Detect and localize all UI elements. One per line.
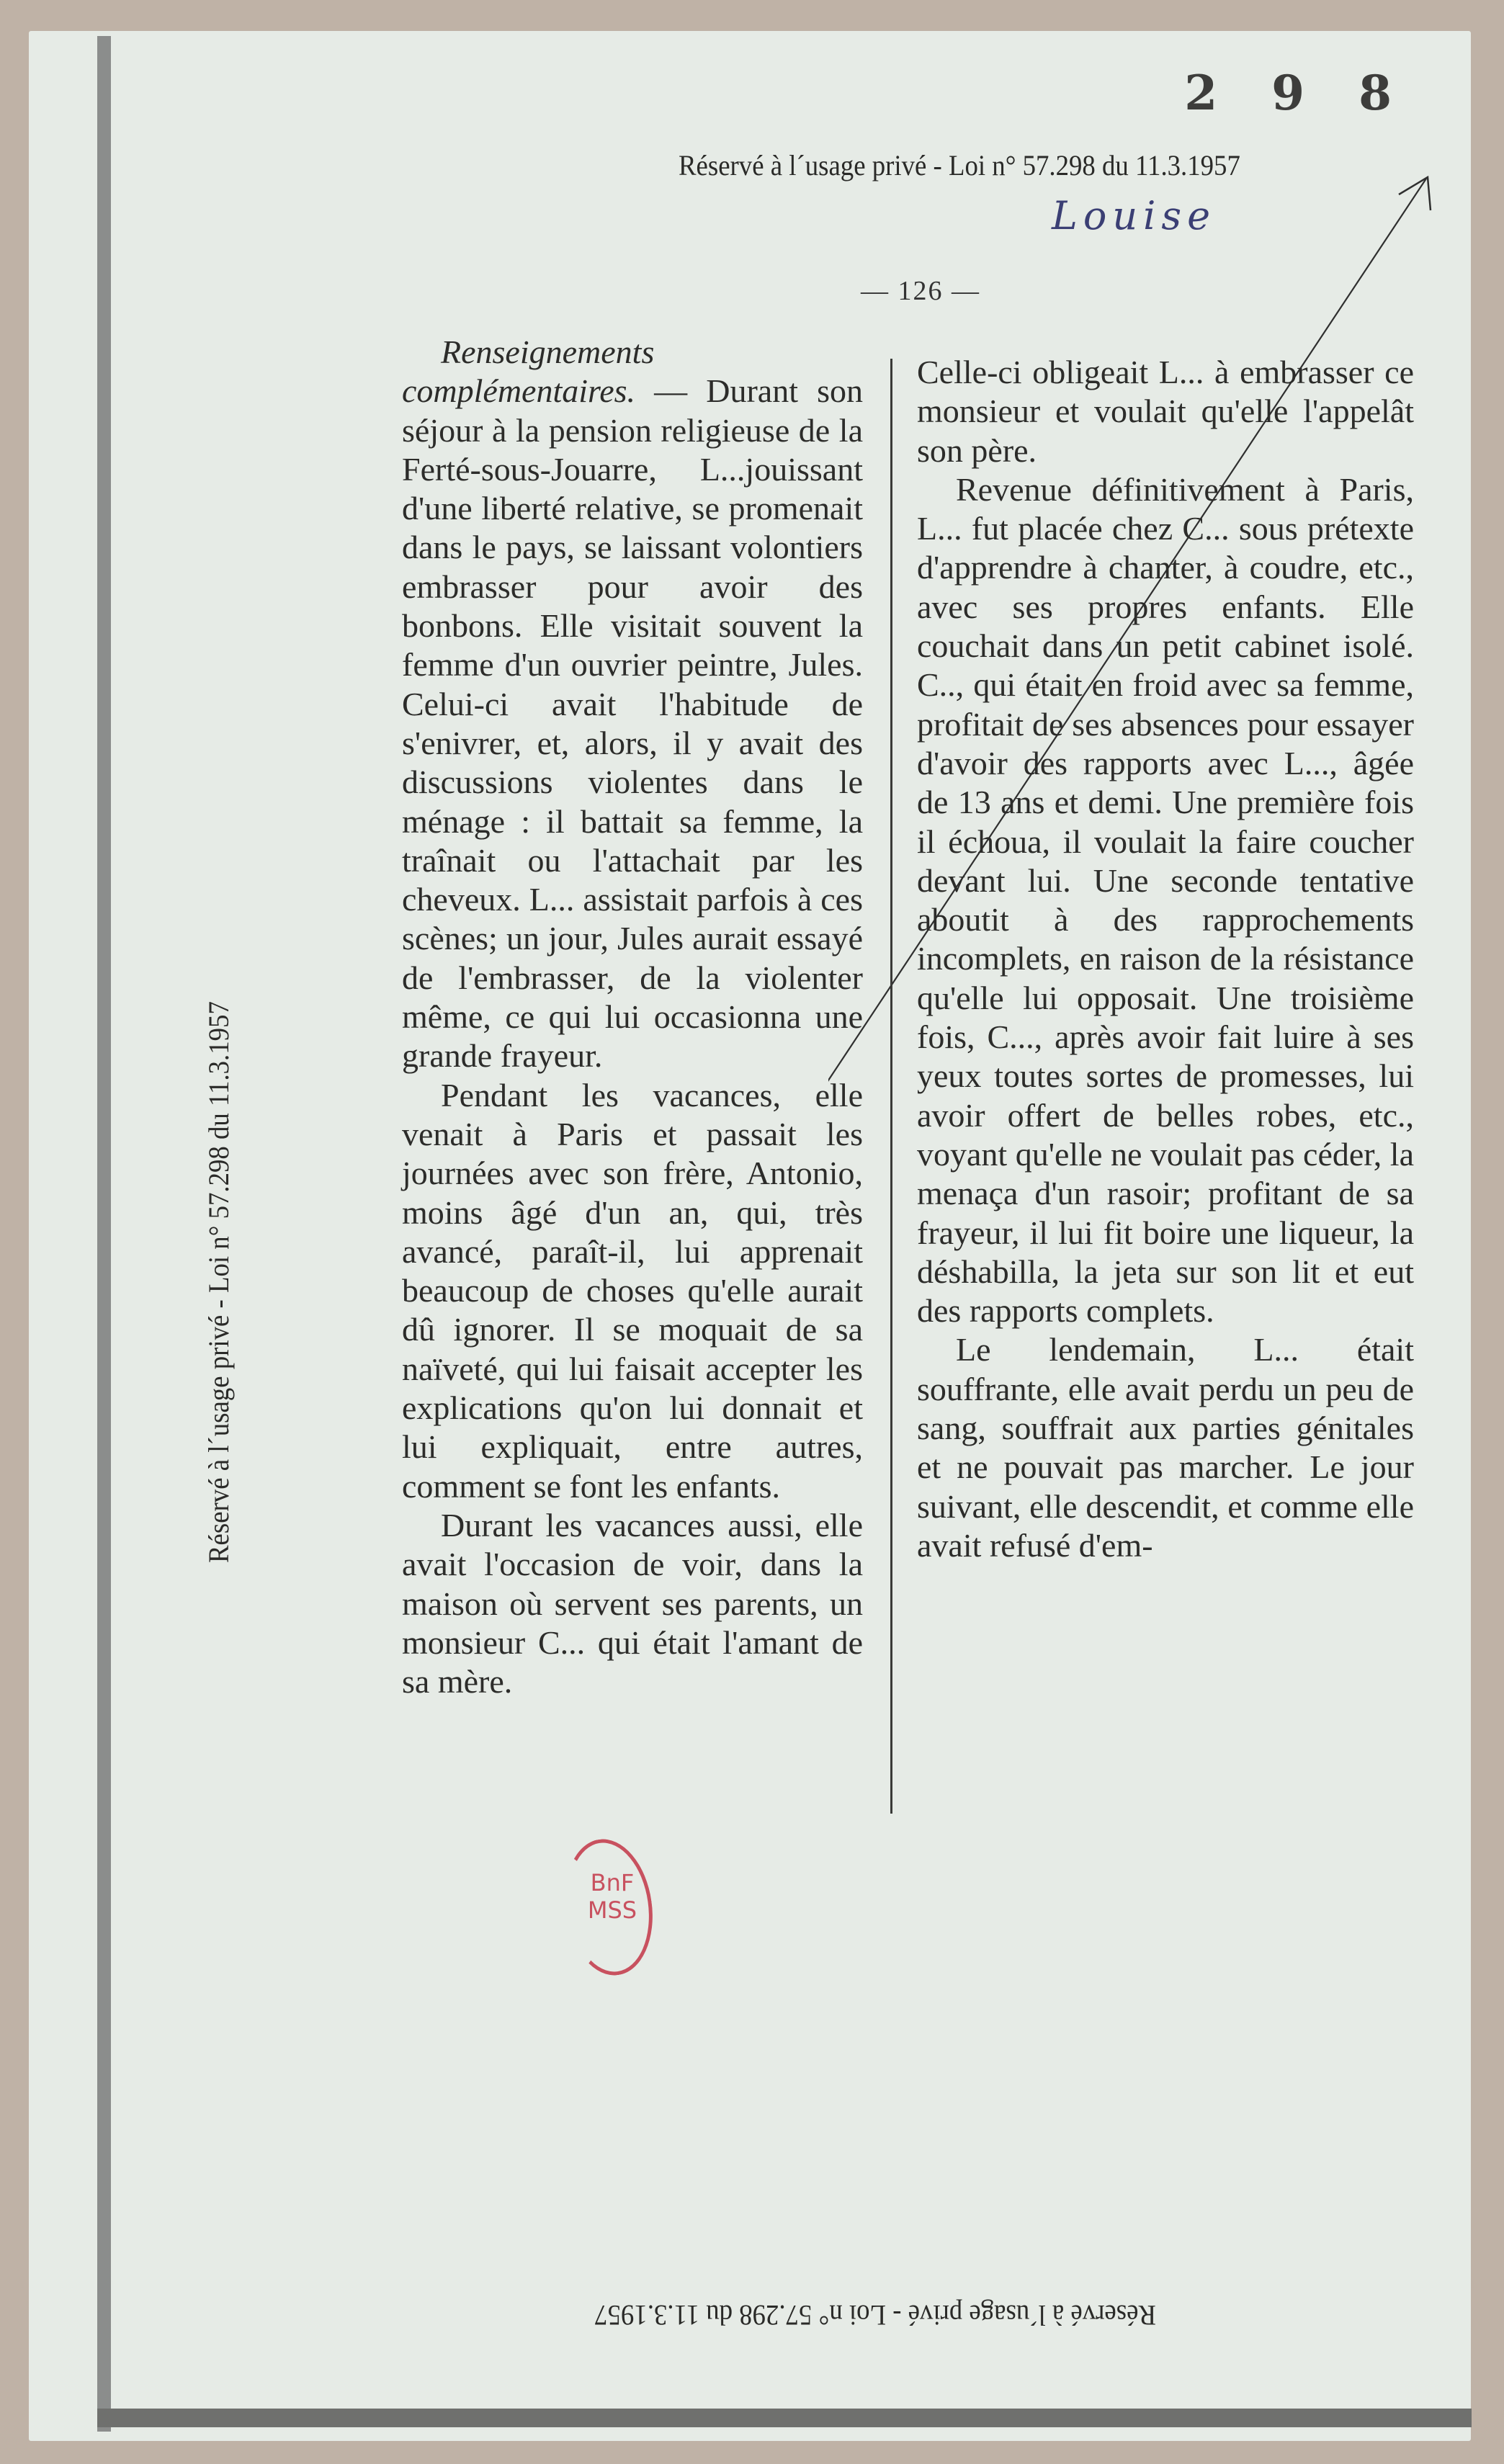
paragraph bbox=[917, 470, 1414, 1331]
page-number: 2 9 8 bbox=[1184, 65, 1410, 121]
text-column-right bbox=[917, 353, 1414, 1565]
stamp-line-2: MSS bbox=[587, 1896, 637, 1924]
folio-number: — 126 — bbox=[861, 276, 980, 306]
paragraph bbox=[917, 1330, 1414, 1565]
paragraph-text: Revenue définitivement à Paris, L... fut placée chez C... sous prétexte d'apprendre à chanter, à coudre, etc., avec ses propres enfants. Elle couchait dans un petit cabinet isolé. C.., qui était en froid avec sa femme, profitait de ses absences pour essayer d'avoir des rapports avec L..., âgée de 13 ans et demi. Une première fois il échoua, il voulait la faire coucher devant lui. Une seconde tentative aboutit à des rapprochements incomplets, en raison de la résistance qu'elle lui opposait. Une troisième fois, C..., après avoir fait luire à ses yeux toutes sortes de promesses, lui avoir offert de belles robes, etc., voyant qu'elle ne voulait pas céder, la menaça d'un rasoir; profitant de sa frayeur, il lui fit boire une liqueur, la déshabilla, la jeta sur son lit et eut des rapports complets. bbox=[917, 470, 1414, 1330]
text-column-left bbox=[402, 333, 863, 1701]
bottom-margin-rule bbox=[97, 2409, 1472, 2427]
paragraph bbox=[402, 1506, 863, 1701]
paragraph-text: Le lendemain, L... était souffrante, elle avait perdu un peu de sang, souffrait aux parties génitales et ne pouvait pas marcher. Le jour suivant, elle descendit, et comme elle avait refusé d'em- bbox=[917, 1331, 1414, 1564]
column-divider bbox=[890, 359, 892, 1814]
handwritten-note: Louise bbox=[1052, 193, 1217, 238]
paragraph-text: Celle-ci obligeait L... à embrasser ce monsieur et voulait qu'elle l'appelât son père. bbox=[917, 354, 1414, 469]
legal-notice-side: Réservé à l´usage privé - Loi n° 57.298 du 11.3.1957 bbox=[202, 1001, 235, 1563]
stamp-label bbox=[576, 1869, 648, 1924]
section-heading: Renseignements complémentaires. bbox=[402, 333, 655, 410]
paragraph-text: Durant les vacances aussi, elle avait l'occasion de voir, dans la maison où servent ses parents, un monsieur C... qui était l'amant de sa mère. bbox=[402, 1506, 863, 1701]
left-margin-rule bbox=[97, 36, 111, 2432]
legal-notice-top: Réservé à l´usage privé - Loi n° 57.298 du 11.3.1957 bbox=[679, 149, 1240, 182]
paragraph bbox=[402, 1076, 863, 1506]
legal-notice-bottom: Réservé à l´usage privé - Loi n° 57.298 du 11.3.1957 bbox=[594, 2299, 1156, 2331]
paragraph bbox=[917, 353, 1414, 470]
stamp-line-1: BnF bbox=[590, 1869, 635, 1896]
arrow-head bbox=[1399, 177, 1431, 210]
paragraph-text: — Durant son séjour à la pension religieuse de la Ferté-sous-Jouarre, L...jouissant d'une liberté relative, se promenait dans le pays, se laissant volontiers embrasser pour avoir des bonbons. Elle visitait souvent la femme d'un ouvrier peintre, Jules. Celui-ci avait l'habitude de s'enivrer, et, alors, il y avait des discussions violentes dans le ménage : il battait sa femme, la traînait ou l'attachait par les cheveux. L... assistait parfois à ces scènes; un jour, Jules aurait essayé de l'embrasser, de la violenter même, ce qui lui occasionna une grande frayeur. bbox=[402, 372, 863, 1075]
paragraph bbox=[402, 333, 863, 1076]
paragraph-text: Pendant les vacances, elle venait à Paris et passait les journées avec son frère, Antonio, moins âgé d'un an, qui, très avancé, paraît-il, lui apprenait beaucoup de choses qu'elle aurait dû ignorer. Il se moquait de sa naïveté, qui lui faisait accepter les explications qu'on lui donnait et lui expliquait, entre autres, comment se font les enfants. bbox=[402, 1076, 863, 1505]
